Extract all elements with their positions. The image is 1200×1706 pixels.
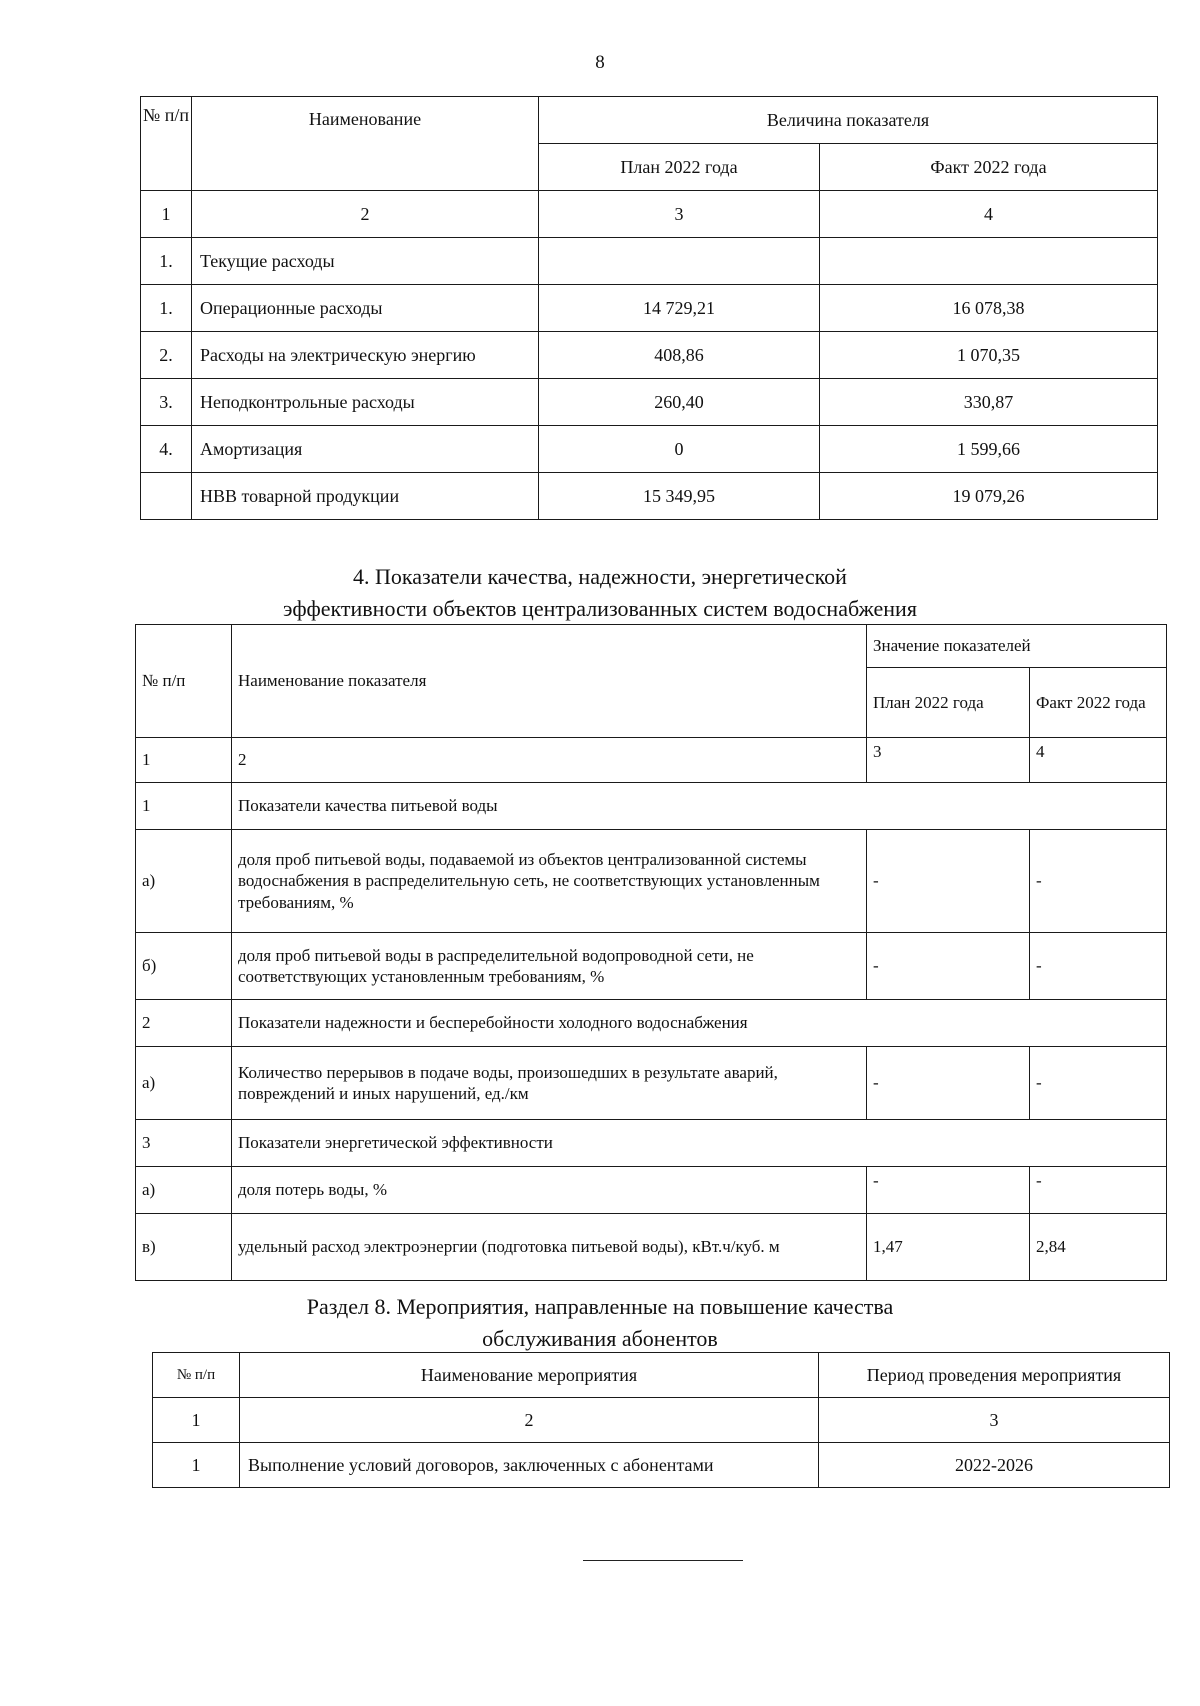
header-period: Период проведения мероприятия: [819, 1353, 1170, 1398]
section8-heading: [0, 1291, 1200, 1355]
row-num: а): [136, 1167, 232, 1214]
row-fact: 1 599,66: [820, 426, 1158, 473]
column-numbers-row: [136, 738, 1167, 783]
row-plan: -: [867, 933, 1030, 1000]
group-num: 2: [136, 1000, 232, 1047]
header-num: № п/п: [153, 1353, 240, 1398]
colnum: 2: [240, 1398, 819, 1443]
row-name: НВВ товарной продукции: [192, 473, 539, 520]
row-num: а): [136, 830, 232, 933]
row-plan: -: [867, 830, 1030, 933]
section4-title-line1: 4. Показатели качества, надежности, энергетической: [353, 564, 847, 589]
closing-rule: [583, 1560, 743, 1561]
row-fact: 330,87: [820, 379, 1158, 426]
table-row: [141, 332, 1158, 379]
table-row: [136, 1047, 1167, 1120]
row-plan: 408,86: [539, 332, 820, 379]
colnum: 4: [1030, 738, 1167, 783]
row-name: Выполнение условий договоров, заключенных с абонентами: [240, 1443, 819, 1488]
row-plan: [539, 238, 820, 285]
row-name: доля проб питьевой воды, подаваемой из объектов централизованной системы водоснабжения в распределительную сеть, не соответствующих установленным требованиям, %: [232, 830, 867, 933]
group-num: 3: [136, 1120, 232, 1167]
header-name: Наименование: [192, 97, 539, 191]
row-fact: -: [1030, 1167, 1167, 1214]
table-row: [141, 379, 1158, 426]
header-plan: План 2022 года: [867, 667, 1030, 737]
header-name: Наименование показателя: [232, 625, 867, 738]
table-row: [136, 1214, 1167, 1281]
row-name: Амортизация: [192, 426, 539, 473]
column-numbers-row: [153, 1398, 1170, 1443]
row-name: доля потерь воды, %: [232, 1167, 867, 1214]
colnum: 3: [819, 1398, 1170, 1443]
measures-table: [152, 1352, 1170, 1488]
table-header-row: [136, 625, 1167, 668]
row-name: доля проб питьевой воды в распределительной водопроводной сети, не соответствующих установленным требованиям, %: [232, 933, 867, 1000]
section8-title-line2: обслуживания абонентов: [482, 1325, 718, 1351]
row-num: 3.: [141, 379, 192, 426]
row-fact: 19 079,26: [820, 473, 1158, 520]
header-value: Величина показателя: [539, 97, 1158, 144]
group-name: Показатели качества питьевой воды: [232, 783, 1167, 830]
header-name: Наименование мероприятия: [240, 1353, 819, 1398]
colnum: 1: [153, 1398, 240, 1443]
row-fact: [820, 238, 1158, 285]
header-values: Значение показателей: [867, 625, 1167, 668]
row-name: Количество перерывов в подаче воды, произошедших в результате аварий, повреждений и иных нарушений, ед./км: [232, 1047, 867, 1120]
row-num: 1.: [141, 285, 192, 332]
header-fact: Факт 2022 года: [1030, 667, 1167, 737]
row-plan: 0: [539, 426, 820, 473]
colnum: 3: [867, 738, 1030, 783]
table-row: [136, 933, 1167, 1000]
colnum: 1: [136, 738, 232, 783]
header-plan: План 2022 года: [539, 144, 820, 191]
table-header-row: [141, 97, 1158, 144]
table-row: [141, 238, 1158, 285]
section8-title-line1: Раздел 8. Мероприятия, направленные на повышение качества: [306, 1294, 894, 1319]
row-num: 2.: [141, 332, 192, 379]
table-row: [136, 830, 1167, 933]
expenses-table: [140, 96, 1158, 520]
row-period: 2022-2026: [819, 1443, 1170, 1488]
section4-title-line2: эффективности объектов централизованных систем водоснабжения: [283, 595, 917, 621]
row-fact: -: [1030, 1047, 1167, 1120]
column-numbers-row: [141, 191, 1158, 238]
table-row: [141, 426, 1158, 473]
group-row: [136, 1000, 1167, 1047]
table-row: [153, 1443, 1170, 1488]
row-num: в): [136, 1214, 232, 1281]
section4-heading: [0, 561, 1200, 625]
group-row: [136, 783, 1167, 830]
row-name: Расходы на электрическую энергию: [192, 332, 539, 379]
row-num: 1.: [141, 238, 192, 285]
colnum: 3: [539, 191, 820, 238]
header-fact: Факт 2022 года: [820, 144, 1158, 191]
row-name: Операционные расходы: [192, 285, 539, 332]
quality-indicators-table: [135, 624, 1167, 1281]
group-num: 1: [136, 783, 232, 830]
table-row: [141, 285, 1158, 332]
row-plan: -: [867, 1167, 1030, 1214]
row-name: Неподконтрольные расходы: [192, 379, 539, 426]
page-number: 8: [595, 52, 605, 73]
group-row: [136, 1120, 1167, 1167]
group-name: Показатели надежности и бесперебойности холодного водоснабжения: [232, 1000, 1167, 1047]
row-name: Текущие расходы: [192, 238, 539, 285]
row-num: б): [136, 933, 232, 1000]
header-num: № п/п: [136, 625, 232, 738]
row-num: а): [136, 1047, 232, 1120]
row-fact: -: [1030, 830, 1167, 933]
row-plan: 15 349,95: [539, 473, 820, 520]
row-plan: -: [867, 1047, 1030, 1120]
table-row: [136, 1167, 1167, 1214]
row-fact: 1 070,35: [820, 332, 1158, 379]
colnum: 2: [232, 738, 867, 783]
row-fact: -: [1030, 933, 1167, 1000]
row-fact: 16 078,38: [820, 285, 1158, 332]
group-name: Показатели энергетической эффективности: [232, 1120, 1167, 1167]
row-name: удельный расход электроэнергии (подготовка питьевой воды), кВт.ч/куб. м: [232, 1214, 867, 1281]
table-row: [141, 473, 1158, 520]
row-plan: 14 729,21: [539, 285, 820, 332]
row-num: [141, 473, 192, 520]
table-header-row: [153, 1353, 1170, 1398]
colnum: 1: [141, 191, 192, 238]
row-num: 4.: [141, 426, 192, 473]
header-num: № п/п: [141, 97, 192, 191]
row-fact: 2,84: [1030, 1214, 1167, 1281]
row-plan: 260,40: [539, 379, 820, 426]
colnum: 2: [192, 191, 539, 238]
row-plan: 1,47: [867, 1214, 1030, 1281]
row-num: 1: [153, 1443, 240, 1488]
colnum: 4: [820, 191, 1158, 238]
